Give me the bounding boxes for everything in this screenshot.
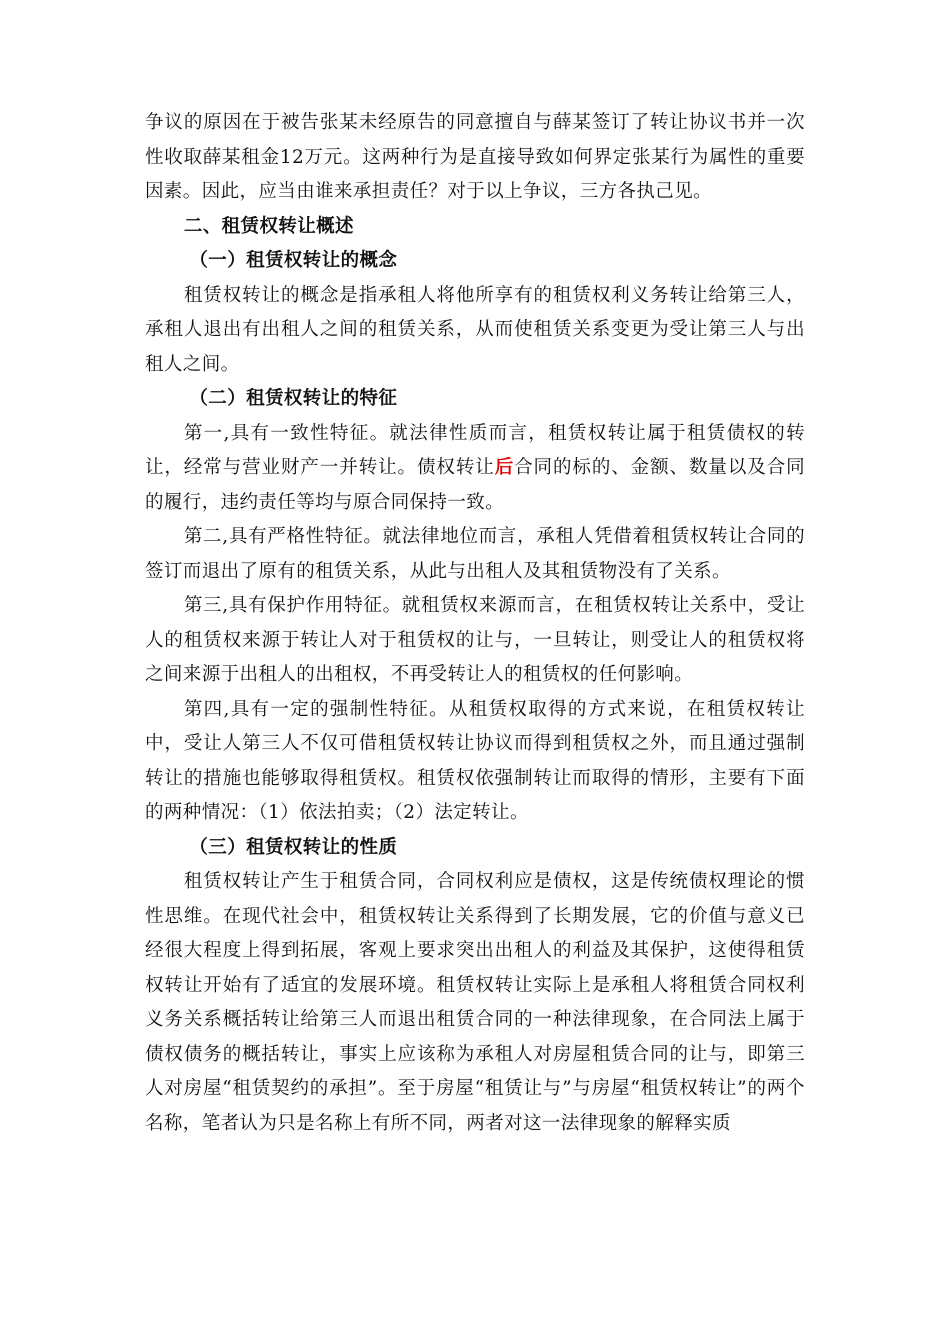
feature-1-text-after: 合同的标的、金额、数量以及合同的履行，违约责任等均与原合同保持一致。 [145,457,805,513]
subsection-heading-features: （二）租赁权转让的特征 [189,388,398,409]
paragraph-concept: 租赁权转让的概念是指承租人将他所享有的租赁权利义务转让给第三人，承租人退出有出租人之间的租赁关系，从而使租赁关系变更为受让第三人与出租人之间。 [145,284,805,375]
paragraph-feature-1 [145,417,805,521]
paragraph-dispute-cause: 争议的原因在于被告张某未经原告的同意擅自与薛某签订了转让协议书并一次性收取薛某租金12万元。这两种行为是直接导致如何界定张某行为属性的重要因素。因此，应当由谁来承担责任？对于以上争议，三方各执己见。 [145,112,805,202]
feature-1-text-before: 第一,具有一致性特征。就法律性质而言，租赁权转让属于租赁债权的转让，经常与营业财产一并转让。债权转让 [145,422,805,478]
highlighted-character: 后 [494,457,515,478]
paragraph-feature-4: 第四,具有一定的强制性特征。从租赁权取得的方式来说，在租赁权转让中，受让人第三人不仅可借租赁权转让协议而得到租赁权之外，而且通过强制转让的措施也能够取得租赁权。租赁权依强制转让而取得的情形，主要有下面的两种情况：（1）依法拍卖；（2）法定转让。 [145,698,805,823]
paragraph-feature-2: 第二,具有严格性特征。就法律地位而言，承租人凭借着租赁权转让合同的签订而退出了原有的租赁关系，从此与出租人及其租赁物没有了关系。 [145,526,805,582]
paragraph-feature-3: 第三,具有保护作用特征。就租赁权来源而言，在租赁权转让关系中，受让人的租赁权来源于转让人对于租赁权的让与，一旦转让，则受让人的租赁权将之间来源于出租人的出租权，不再受转让人的租赁权的任何影响。 [145,595,805,685]
section-heading-2: 二、租赁权转让概述 [183,215,354,237]
subsection-heading-nature: （三）租赁权转让的性质 [189,836,398,858]
paragraph-nature: 租赁权转让产生于租赁合同，合同权利应是债权，这是传统债权理论的惯性思维。在现代社会中，租赁权转让关系得到了长期发展，它的价值与意义已经很大程度上得到拓展，客观上要求突出出租人的利益及其保护，这使得租赁权转让开始有了适宜的发展环境。租赁权转让实际上是承租人将租赁合同权利义务关系概括转让给第三人而退出租赁合同的一种法律现象，在合同法上属于债权债务的概括转让，事实上应该称为承租人对房屋租赁合同的让与，即第三人对房屋“租赁契约的承担”。至于房屋“租赁让与”与房屋“租赁权转让”的两个名称，笔者认为只是名称上有所不同，两者对这一法律现象的解释实质 [145,871,805,1134]
subsection-heading-concept: （一）租赁权转让的概念 [189,250,398,271]
